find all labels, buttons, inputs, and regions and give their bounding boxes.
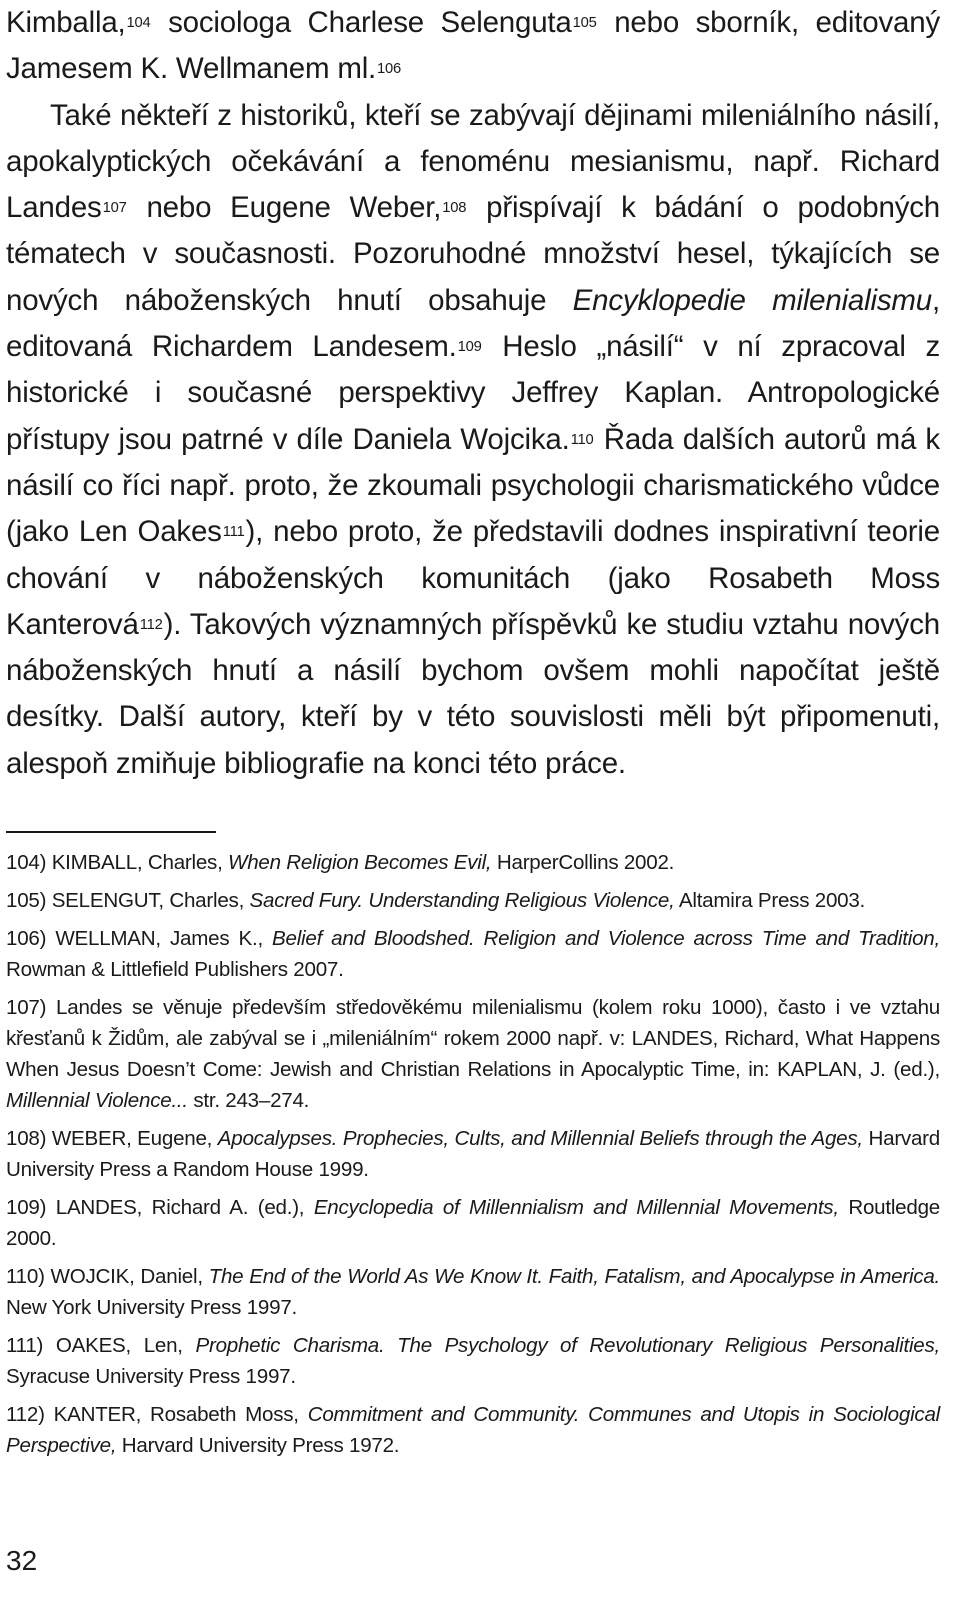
text-run: Kimballa, [6,6,126,39]
text-run: Syracuse University Press 1997. [6,1365,296,1388]
text-run: 111) OAKES, Len, [6,1334,196,1357]
italic-title: When Religion Becomes Evil, [228,851,492,874]
footnote-ref: 106 [377,61,402,78]
text-run: 104) KIMBALL, Charles, [6,851,229,874]
text-run: nebo sborník, editovaný Jamesem K. Wellmanem ml. [6,6,940,86]
footnotes [6,847,940,1468]
footnote-109 [6,1192,940,1254]
text-run: Harvard University Press 1972. [116,1434,400,1457]
text-run: 110) WOJCIK, Daniel, [6,1265,209,1288]
text-run: 107) Landes se věnuje především středověkému milenialismu (kolem roku 1000), často i ve vztahu křesťanů k Židům, ale zabýval se i „mileniálním“ rokem 2000 např. v: LANDES, Richard, What Happens When Jesus Doesn’t Come: Jewish and Christian Relations in Apocalyptic Time, in: KAPLAN, J. (ed.), [6,996,940,1081]
text-run: 112) KANTER, Rosabeth Moss, [6,1403,308,1426]
italic-title: Prophetic Charisma. The Psychology of Revolutionary Religious Personalities, [195,1334,941,1357]
text-run: Řada dalších autorů má k násilí co říci např. proto, že zkoumali psychologii charismatického vůdce (jako Len Oakes [6,422,940,549]
text-run: ). Takových významných příspěvků ke studiu vztahu nových náboženských hnutí a násilí bychom ovšem mohli napočítat ještě desítky. Další autory, kteří by v této souvislosti měli být připomenuti, alespoň zmiňuje bibliografie na konci této práce. [6,607,940,780]
italic-title: Belief and Bloodshed. Religion and Violence across Time and Tradition, [272,927,940,950]
footnote-105 [6,885,940,916]
italic-title: Encyclopedia of Millennialism and Millennial Movements, [313,1196,839,1219]
footnote-111 [6,1330,940,1392]
footnote-ref: 105 [572,14,597,31]
footnote-ref: 109 [457,338,482,355]
main-text [6,0,940,787]
text-run: Routledge 2000. [6,1196,940,1250]
text-run: str. 243–274. [187,1089,310,1112]
text-run: Altamira Press 2003. [674,889,866,912]
text-run: 106) WELLMAN, James K., [6,927,273,950]
text-run: Také někteří z historiků, kteří se zabývají dějinami mileniálního násilí, apokalyptických očekávání a fenoménu mesianismu, např. Richard Landes [6,98,940,225]
text-run: sociologa Charlese Selenguta [151,6,572,39]
footnote-106 [6,923,940,985]
footnote-ref: 111 [222,524,245,541]
text-run: Harvard University Press a Random House 1999. [6,1127,940,1181]
text-run: Heslo „násilí“ v ní zpracoval z historické i současné perspektivy Jeffrey Kaplan. Antropologické přístupy jsou patrné v díle Daniela Wojcika. [6,330,940,456]
footnote-ref: 107 [102,200,127,217]
italic-title: Apocalypses. Prophecies, Cults, and Millennial Beliefs through the Ages, [217,1127,863,1150]
footnote-ref: 112 [139,616,163,633]
paragraph-1 [6,0,940,93]
text-run: 105) SELENGUT, Charles, [6,889,250,912]
text-run: 108) WEBER, Eugene, [6,1127,218,1150]
footnote-110 [6,1261,940,1323]
footnote-108 [6,1123,940,1185]
text-run: HarperCollins 2002. [491,851,675,874]
italic-title: Commitment and Community. Communes and Utopis in Sociological Perspective, [6,1403,940,1457]
footnote-ref: 110 [570,431,594,448]
text-run: Rowman & Littlefield Publishers 2007. [6,958,344,981]
text-run: přispívají k bádání o podobných tématech v současnosti. Pozoruhodné množství hesel, týkajících se nových náboženských hnutí obsahuje [6,191,941,317]
text-run: 109) LANDES, Richard A. (ed.), [6,1196,314,1219]
footnote-112 [6,1399,940,1461]
footnote-ref: 104 [126,14,151,31]
text-run: nebo Eugene Weber, [127,191,442,225]
italic-title: Millennial Violence... [6,1089,188,1112]
italic-title: The End of the World As We Know It. Faith, Fatalism, and Apocalypse in America. [208,1265,941,1288]
paragraph-2 [6,93,940,787]
text-run: ), nebo proto, že představili dodnes inspirativní teorie chování v náboženských komunitách (jako Rosabeth Moss Kanterová [6,515,940,641]
footnote-104 [6,847,940,878]
italic-title: Sacred Fury. Understanding Religious Violence, [249,889,675,912]
footnote-107 [6,992,940,1116]
page-number: 32 [6,1545,38,1576]
footnote-separator [6,831,216,833]
text-run: , editovaná Richardem Landesem. [6,283,940,364]
text-run: New York University Press 1997. [6,1296,297,1319]
footnote-ref: 108 [442,200,467,217]
italic-title: Encyklopedie milenialismu [572,283,932,317]
